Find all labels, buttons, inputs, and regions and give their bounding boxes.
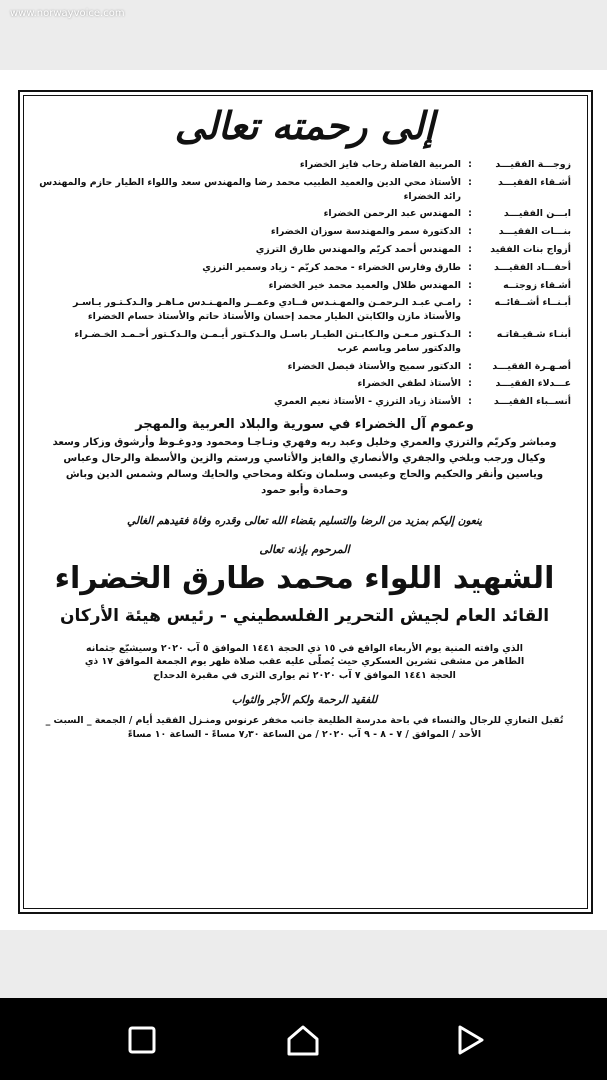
relative-value: الأستاذ لطفي الخضراء: [357, 378, 461, 390]
relatives-list: [38, 158, 571, 409]
notice-heading: إلى رحمته تعالى: [174, 103, 435, 148]
obituary-notice: [18, 90, 593, 914]
relative-value: المهندس أحمد كريّم والمهندس طارق الترزي: [255, 243, 461, 255]
relative-value: الدكتور سميح والأستاذ فيصل الخضراء: [287, 360, 461, 372]
relative-row: [38, 243, 571, 257]
android-nav-bar: [0, 998, 607, 1080]
relative-label: أحفـــاد الفقيـــد: [493, 261, 571, 273]
relative-label: زوجـــة الفقيـــد: [495, 159, 571, 170]
relative-label: أزواج بنات الفقيد: [490, 243, 571, 255]
deceased-title: القائد العام لجيش التحرير الفلسطيني - رئيس هيئة الأركان: [59, 605, 550, 626]
relative-label: أشـقاء زوجتــه: [503, 279, 571, 291]
relative-row: [38, 207, 571, 221]
relative-colon: :: [468, 226, 472, 238]
relative-value: المهندس عبد الرحمن الخضراء: [323, 208, 461, 220]
relative-value: الأستاذ زياد الترزي - الأستاذ نعيم العمري: [274, 396, 461, 408]
relative-label: عـــدلاء الفقيـــد: [495, 378, 571, 390]
relative-row: [38, 261, 571, 275]
relative-row: [38, 176, 571, 204]
screenshot-top-bar: [0, 0, 607, 70]
relative-value: الدكتورة سمر والمهندسة سوزان الخضراء: [270, 226, 461, 238]
relative-label: أصـهـرة الفقيـــد: [492, 360, 571, 372]
death-and-funeral-info: الذي وافته المنية يوم الأربعاء الواقع في ١٥ ذي الحجة ١٤٤١ الموافق ٥ آب ٢٠٢٠ وسيشيّع جثمانه الطاهر من مشفى تشرين العسكري حيث يُصلّى عليه عقب صلاة ظهر يوم الجمعة الموافق ١٧ ذي الحجة ١٤٤١ الموافق ٧ آب ٢٠٢٠ ثم يوارى الثرى في مقبرة الدحداح: [84, 642, 525, 681]
relative-row: [38, 377, 571, 391]
relative-colon: :: [468, 396, 472, 408]
relative-label: أبـنــاء أشــقائــه: [494, 297, 571, 309]
relative-row: [38, 158, 571, 172]
relative-colon: :: [468, 297, 472, 309]
god-will-line: المرحوم بإذنه تعالى: [259, 542, 350, 556]
relative-label: بنـــات الفقيـــد: [498, 226, 571, 238]
relative-label: ابـــن الفقيـــد: [503, 208, 571, 220]
condolence-info: تُقبل التعازي للرجال والنساء في باحة مدرسة الطليعة جانب مخفر عرنوس ومنـزل الفقيد أيام / الجمعة _ السبت _ الأحد / الموافق / ٧ - ٨ - ٩ آب ٢٠٢٠ / من الساعة ٧٫٣٠ مساءً - الساعة ١٠ مساءً: [45, 715, 564, 741]
relative-value: طارق وفارس الخضراء - محمد كريّم - زياد وسمير الترزي: [202, 261, 461, 273]
watermark: www.norwayvoice.com: [10, 8, 125, 19]
relative-value: المربية الفاضلة رحاب فايز الخضراء: [299, 159, 461, 170]
back-button[interactable]: [450, 1022, 490, 1058]
back-triangle-icon: [454, 1023, 486, 1057]
relative-colon: :: [468, 243, 472, 255]
relative-colon: :: [468, 176, 472, 188]
relative-colon: :: [468, 378, 472, 390]
square-icon: [127, 1025, 157, 1055]
mourning-line: ينعون إليكم بمزيد من الرضا والتسليم بقضاء الله تعالى وقدره وفاة فقيدهم الغالي: [126, 514, 483, 527]
families-list: ومباشر وكريّم والترزي والعمري وخليل وعبد ربه وفهري وتـاجـا ومحمود ودوغـوظ وأرشوق وزكار وسعد وكيال ورجب وبلخي والجفري والأنصاري والفايز والأتاسي ورستم والزين والأسطة والرحال وعباس وياسين وأنقر والحكيم والحاج وعيسى وسلمان وتكلة ومحاحي والحايك وسالم وشمس الدين وباش وحمادة وأبو حمود: [52, 436, 557, 496]
relative-row: [38, 360, 571, 374]
relative-row: [38, 279, 571, 293]
home-icon: [285, 1023, 321, 1057]
relative-row: [38, 328, 571, 356]
families-title: وعموم آل الخضراء في سورية والبلاد العربية والمهجر: [135, 416, 474, 432]
deceased-name: الشهيد اللواء محمد طارق الخضراء: [54, 560, 555, 596]
recent-apps-button[interactable]: [122, 1022, 162, 1058]
notice-content: [38, 92, 571, 742]
relative-colon: :: [468, 279, 472, 291]
relative-colon: :: [468, 261, 472, 273]
screenshot-bottom-gap: [0, 930, 607, 998]
relative-colon: :: [468, 360, 472, 372]
prayer-line: للفقيد الرحمة ولكم الأجر والثواب: [231, 694, 378, 707]
relative-colon: :: [468, 328, 472, 340]
home-button[interactable]: [283, 1022, 323, 1058]
relative-row: [38, 395, 571, 409]
relative-colon: :: [468, 159, 472, 170]
relative-value: الـدكـتور مـعـن والـكابـتن الطيـار باسـل والـدكـتور أيـمـن والـدكـتور أحـمـد الخـضـراء والدكتور سامر وباسم عرب: [74, 328, 461, 354]
relative-label: أبنـاء شـقيـقاتـه: [496, 328, 571, 340]
relative-row: [38, 296, 571, 324]
relative-value: المهندس طلال والعميد محمد خير الخضراء: [268, 279, 461, 291]
relative-value: الأستاذ محي الدين والعميد الطبيب محمد رضا والمهندس سعد واللواء الطيار حازم والمهندس رائد الخضراء: [39, 176, 461, 202]
families-section: [38, 415, 571, 499]
relative-row: [38, 225, 571, 239]
relative-label: أشـقاء الفقيـــد: [497, 176, 571, 188]
relative-value: رامـي عبـد الـرحمـن والمهـنـدس فــادي وعمــر والمهـنـدس مـاهـر والـدكـتـور يـاسـر والأستاذ مازن والكابتن الطيار محمد إحسان والأستاذ حاتم والأستاذ حسام الخضراء: [73, 297, 461, 323]
relative-colon: :: [468, 208, 472, 220]
relative-label: أنســباء الفقيـــد: [493, 396, 571, 408]
